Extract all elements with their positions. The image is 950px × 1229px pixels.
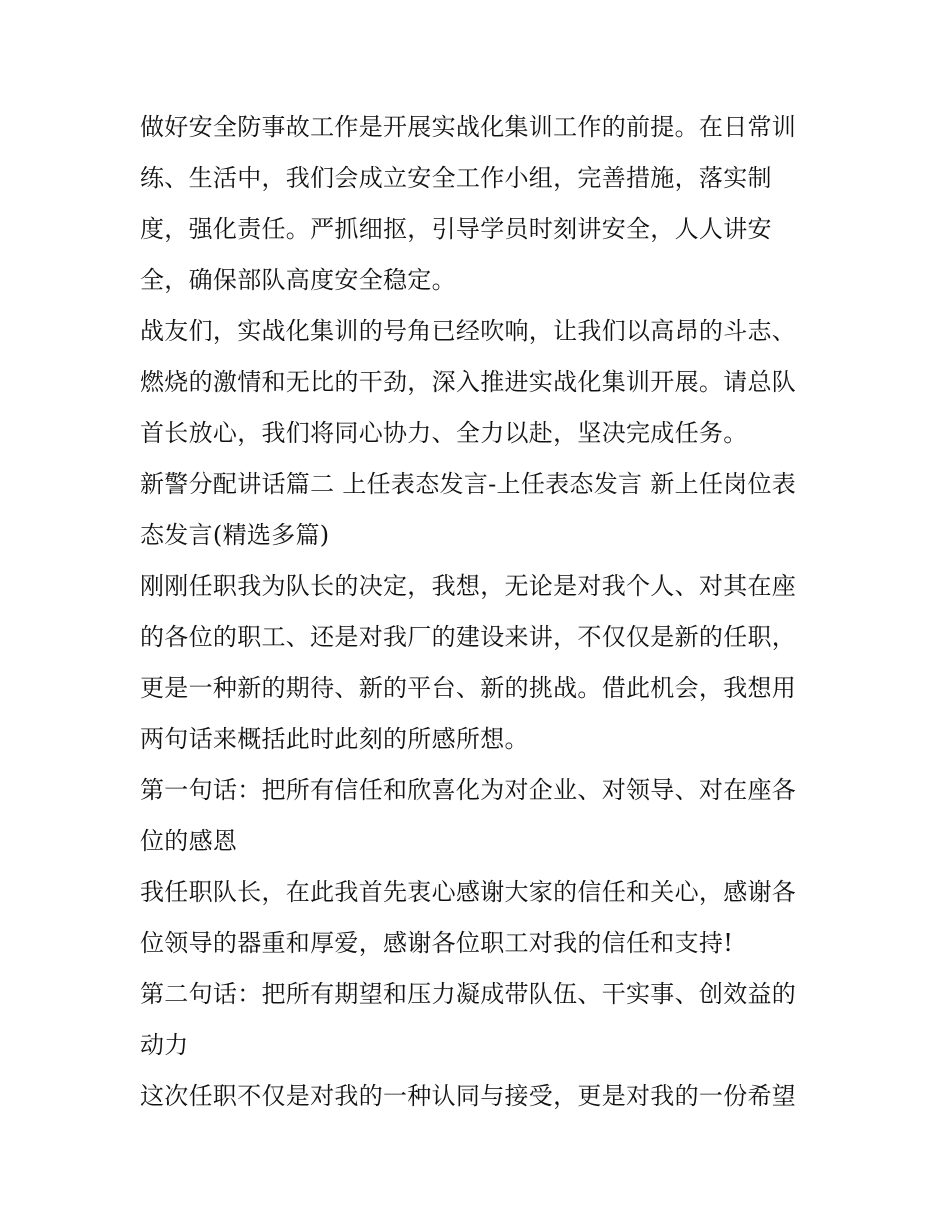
paragraph-thanks: 我任职队长，在此我首先衷心感谢大家的信任和关心，感谢各位领导的器重和厚爱，感谢各位职工对我的信任和支持! [140, 878, 797, 957]
first-sentence-heading: 第一句话：把所有信任和欣喜化为对企业、对领导、对在座各位的感恩 [140, 776, 797, 855]
section-heading: 新警分配讲话篇二 上任表态发言-上任表态发言 新上任岗位表态发言(精选多篇) [140, 470, 797, 549]
document-page [140, 102, 820, 1122]
second-sentence-heading: 第二句话：把所有期望和压力凝成带队伍、干实事、创效益的动力 [140, 980, 797, 1059]
paragraph-hope: 这次任职不仅是对我的一种认同与接受，更是对我的一份希望 [140, 1082, 797, 1110]
paragraph-comrades: 战友们，实战化集训的号角已经吹响，让我们以高昂的斗志、燃烧的激情和无比的干劲，深入推进实战化集训开展。请总队首长放心，我们将同心协力、全力以赴，坚决完成任务。 [140, 317, 797, 447]
paragraph-safety: 做好安全防事故工作是开展实战化集训工作的前提。在日常训练、生活中，我们会成立安全工作小组，完善措施，落实制度，强化责任。严抓细抠，引导学员时刻讲安全，人人讲安全，确保部队高度安全稳定。 [140, 113, 797, 294]
paragraph-appointment: 刚刚任职我为队长的决定，我想，无论是对我个人、对其在座的各位的职工、还是对我厂的建设来讲，不仅仅是新的任职，更是一种新的期待、新的平台、新的挑战。借此机会，我想用两句话来概括此时此刻的所感所想。 [140, 572, 797, 753]
